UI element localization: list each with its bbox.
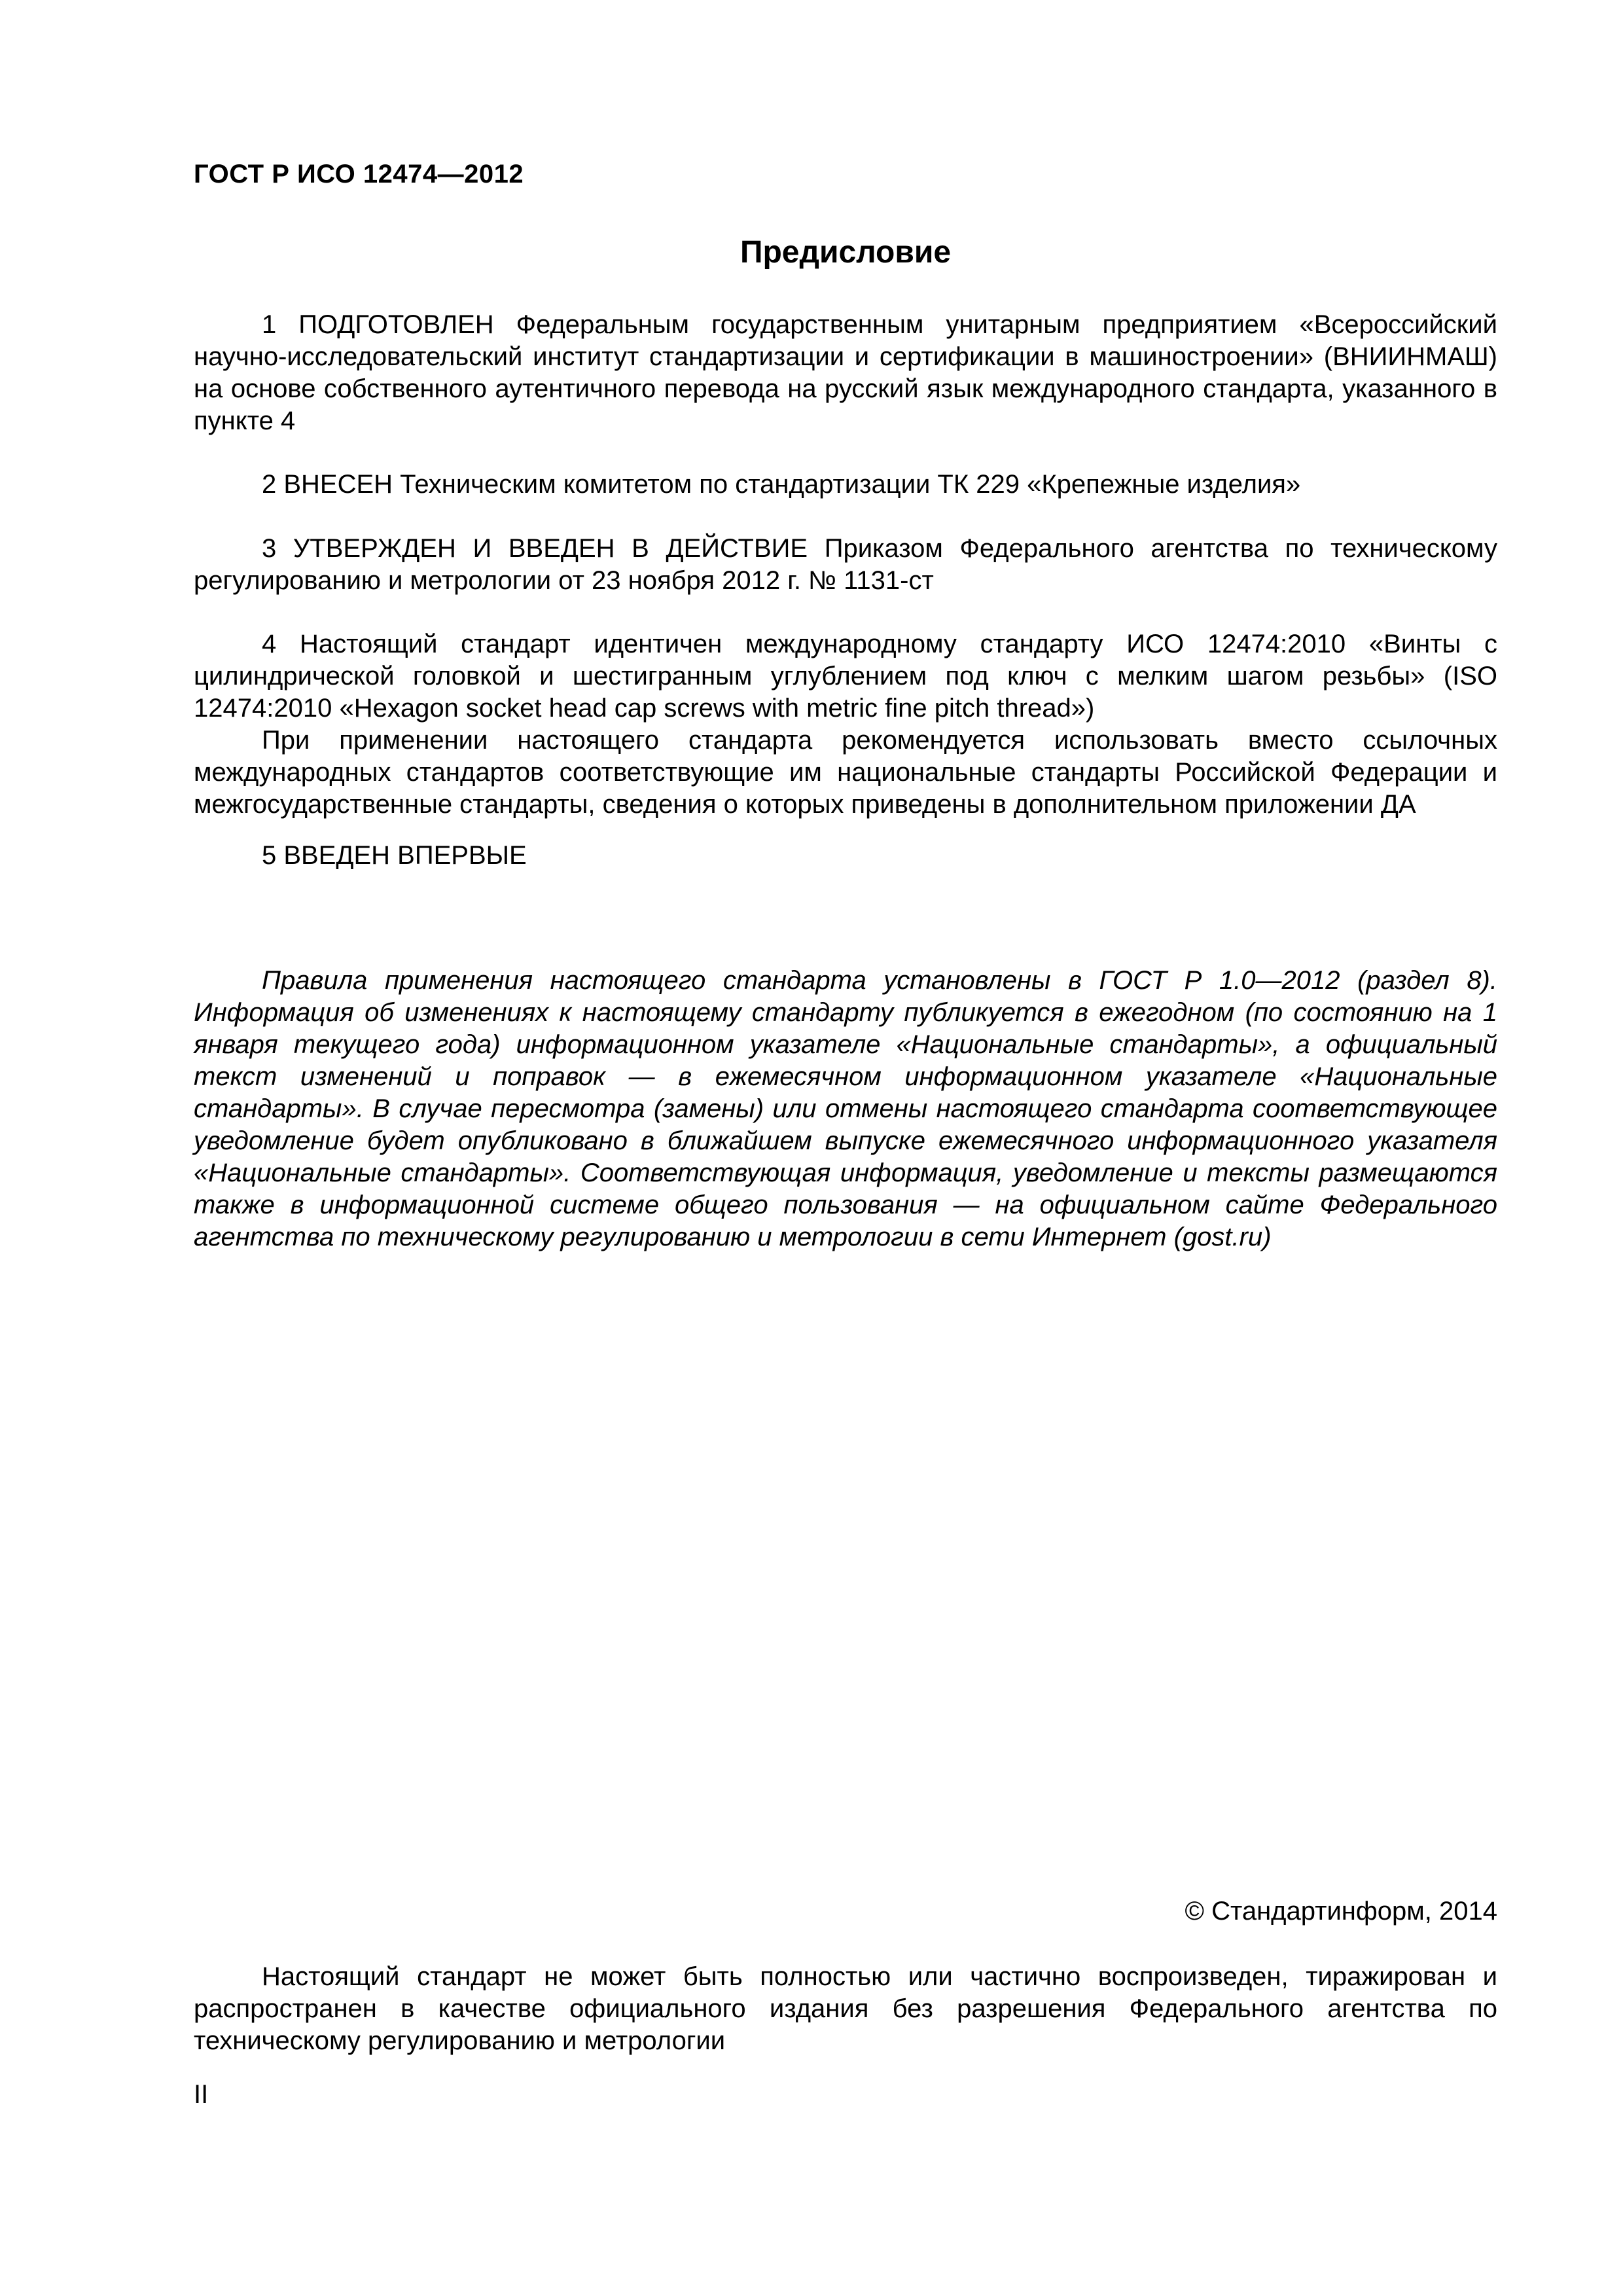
foreword-item-1: 1 ПОДГОТОВЛЕН Федеральным государственным унитарным предприятием «Всероссийский научно-исследовательский институт стандартизации и сертификации в машиностроении» (ВНИИНМАШ) на основе собственного аутентичного перевода на русский язык международного стандарта, указанного в пункте 4 bbox=[194, 310, 1497, 435]
foreword-item-4-recommendation: При применении настоящего стандарта рекомендуется использовать вместо ссылочных международных стандартов соответствующие им национальные стандарты Российской Федерации и межгосударственные стандарты, сведения о которых приведены в дополнительном приложении ДА bbox=[194, 726, 1497, 819]
foreword-item-4: 4 Настоящий стандарт идентичен международному стандарту ИСО 12474:2010 «Винты с цилиндрической головкой и шестигранным углублением под ключ с мелким шагом резьбы» (ISO 12474:2010 «Hexagon socket head cap screws with metric fine pitch thread») bbox=[194, 630, 1497, 723]
standard-code-header: ГОСТ Р ИСО 12474—2012 bbox=[194, 160, 524, 188]
page-title: Предисловие bbox=[740, 235, 952, 270]
foreword-item-2: 2 ВНЕСЕН Техническим комитетом по стандартизации ТК 229 «Крепежные изделия» bbox=[262, 470, 1301, 499]
copyright-line: © Стандартинформ, 2014 bbox=[1185, 1897, 1497, 1926]
foreword-item-3: 3 УТВЕРЖДЕН И ВВЕДЕН В ДЕЙСТВИЕ Приказом Федерального агентства по техническому регулированию и метрологии от 23 ноября 2012 г. № 1131-ст bbox=[194, 534, 1497, 595]
foreword-item-5: 5 ВВЕДЕН ВПЕРВЫЕ bbox=[262, 841, 527, 870]
application-rules-note: Правила применения настоящего стандарта установлены в ГОСТ Р 1.0—2012 (раздел 8). Информация об изменениях к настоящему стандарту публикуется в ежегодном (по состоянию на 1 января текущего года) информационном указателе «Национальные стандарты», а официальный текст изменений и поправок — в ежемесячном информационном указателе «Национальные стандарты». В случае пересмотра (замены) или отмены настоящего стандарта соответствующее уведомление будет опубликовано в ближайшем выпуске ежемесячного информационного указателя «Национальные стандарты». Соответствующая информация, уведомление и тексты размещаются также в информационной системе общего пользования — на официальном сайте Федерального агентства по техническому регулированию и метрологии в сети Интернет (gost.ru) bbox=[194, 966, 1497, 1251]
page-number: II bbox=[194, 2080, 209, 2109]
reproduction-notice: Настоящий стандарт не может быть полностью или частично воспроизведен, тиражирован и распространен в качестве официального издания без разрешения Федерального агентства по техническому регулированию и метрологии bbox=[194, 1962, 1497, 2055]
